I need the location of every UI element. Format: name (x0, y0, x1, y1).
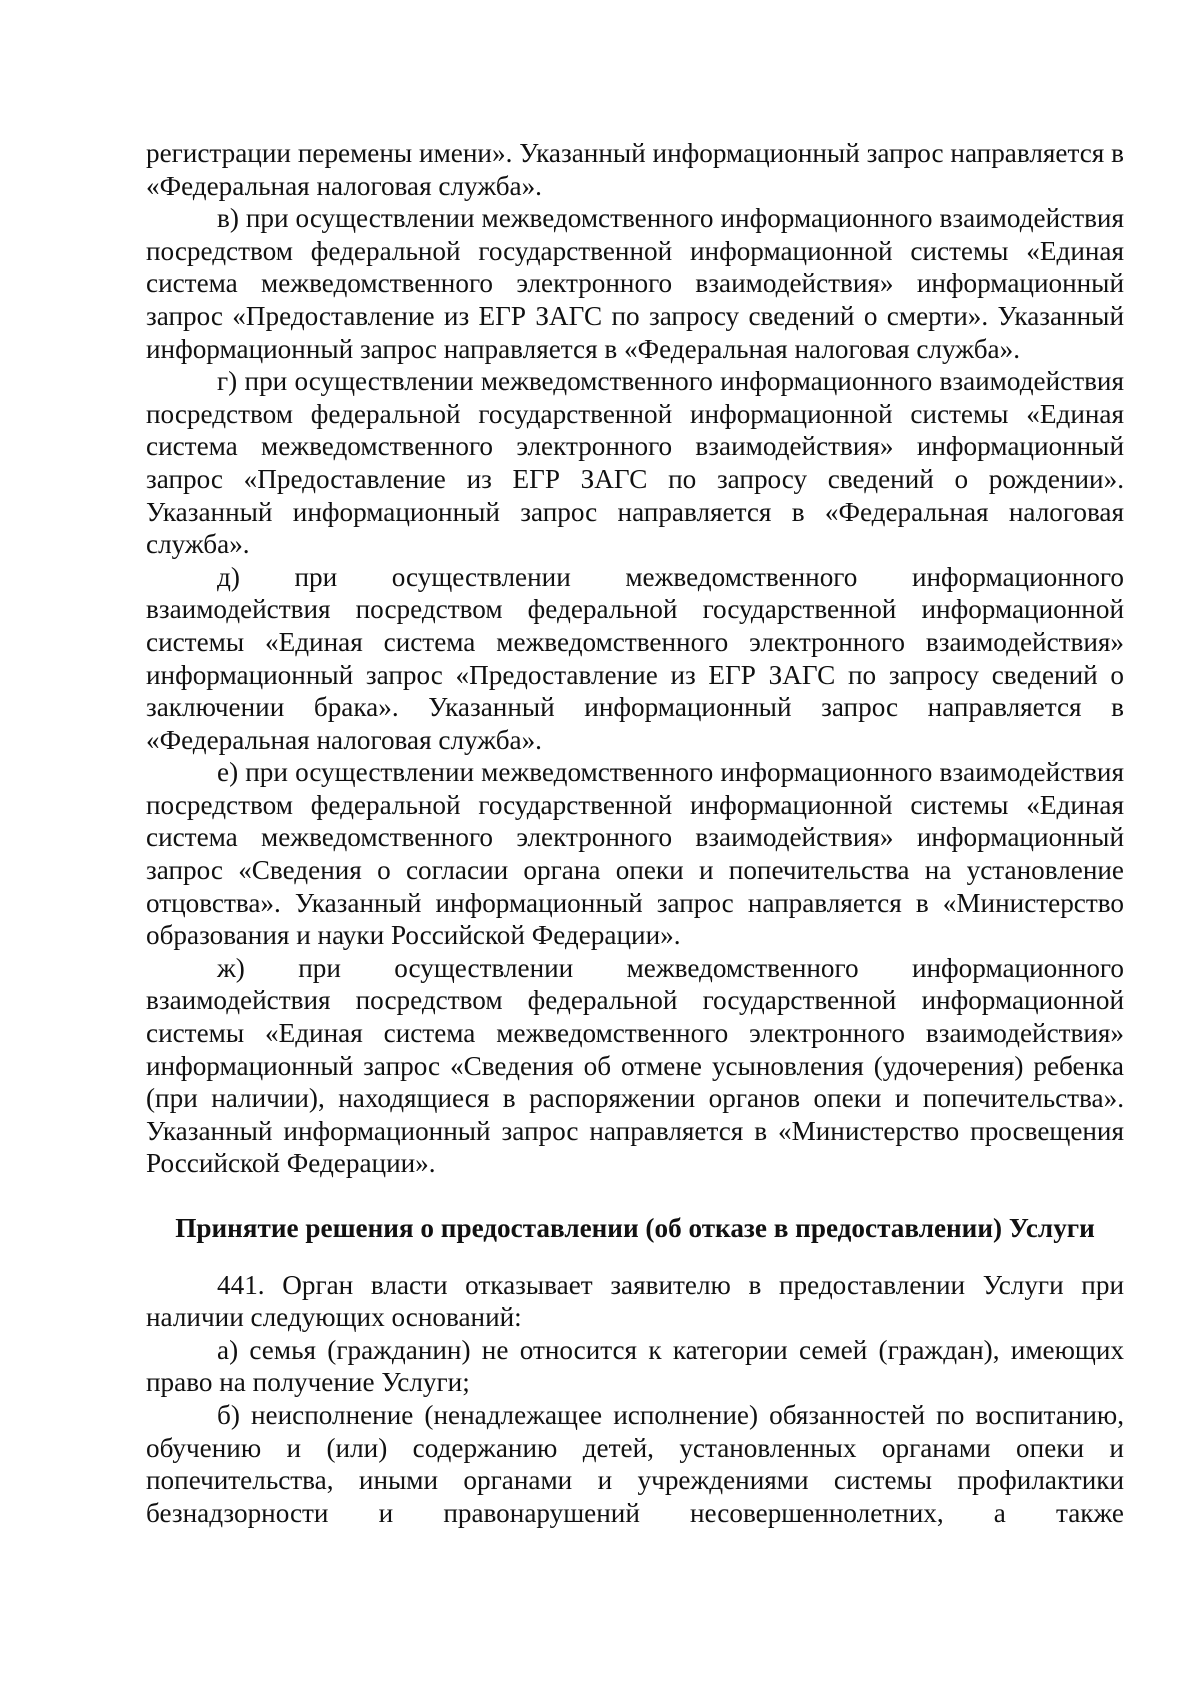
section-heading: Принятие решения о предоставлении (об отказе в предоставлении) Услуги (175, 1213, 1095, 1243)
paragraph-item-a: а) семья (гражданин) не относится к категории семей (граждан), имеющих право на получение Услуги; (146, 1334, 1124, 1398)
paragraph-item-e: е) при осуществлении межведомственного информационного взаимодействия посредством федеральной государственной информационной системы «Единая система межведомственного электронного взаимодействия» информационный запрос «Сведения о согласии органа опеки и попечительства на установление отцовства». Указанный информационный запрос направляется в «Министерство образования и науки Российской Федерации». (146, 757, 1124, 951)
paragraph-item-zh: ж) при осуществлении межведомственного информационного взаимодействия посредством федеральной государственной информационной системы «Единая система межведомственного электронного взаимодействия» информационный запрос «Сведения об отмене усыновления (удочерения) ребенка (при наличии), находящиеся в распоряжении органов опеки и попечительства». Указанный информационный запрос направляется в «Министерство просвещения Российской Федерации». (146, 952, 1124, 1179)
paragraph-441: 441. Орган власти отказывает заявителю в предоставлении Услуги при наличии следующих оснований: (146, 1269, 1124, 1333)
paragraph-item-d: д) при осуществлении межведомственного информационного взаимодействия посредством федеральной государственной информационной системы «Единая система межведомственного электронного взаимодействия» информационный запрос «Предоставление из ЕГР ЗАГС по запросу сведений о заключении брака». Указанный информационный запрос направляется в «Федеральная налоговая служба». (146, 561, 1124, 755)
document-page (146, 137, 1124, 1529)
paragraph-item-v: в) при осуществлении межведомственного информационного взаимодействия посредством федеральной государственной информационной системы «Единая система межведомственного электронного взаимодействия» информационный запрос «Предоставление из ЕГР ЗАГС по запросу сведений о смерти». Указанный информационный запрос направляется в «Федеральная налоговая служба». (146, 203, 1124, 364)
paragraph-continuation: регистрации перемены имени». Указанный информационный запрос направляется в «Федеральная налоговая служба». (146, 138, 1124, 201)
paragraph-item-g: г) при осуществлении межведомственного информационного взаимодействия посредством федеральной государственной информационной системы «Единая система межведомственного электронного взаимодействия» информационный запрос «Предоставление из ЕГР ЗАГС по запросу сведений о рождении». Указанный информационный запрос направляется в «Федеральная налоговая служба». (146, 366, 1124, 560)
paragraph-item-b: б) неисполнение (ненадлежащее исполнение) обязанностей по воспитанию, обучению и (или) содержанию детей, установленных органами опеки и попечительства, иными органами и учреждениями системы профилактики безнадзорности и правонарушений несовершеннолетних, а также (146, 1399, 1124, 1528)
